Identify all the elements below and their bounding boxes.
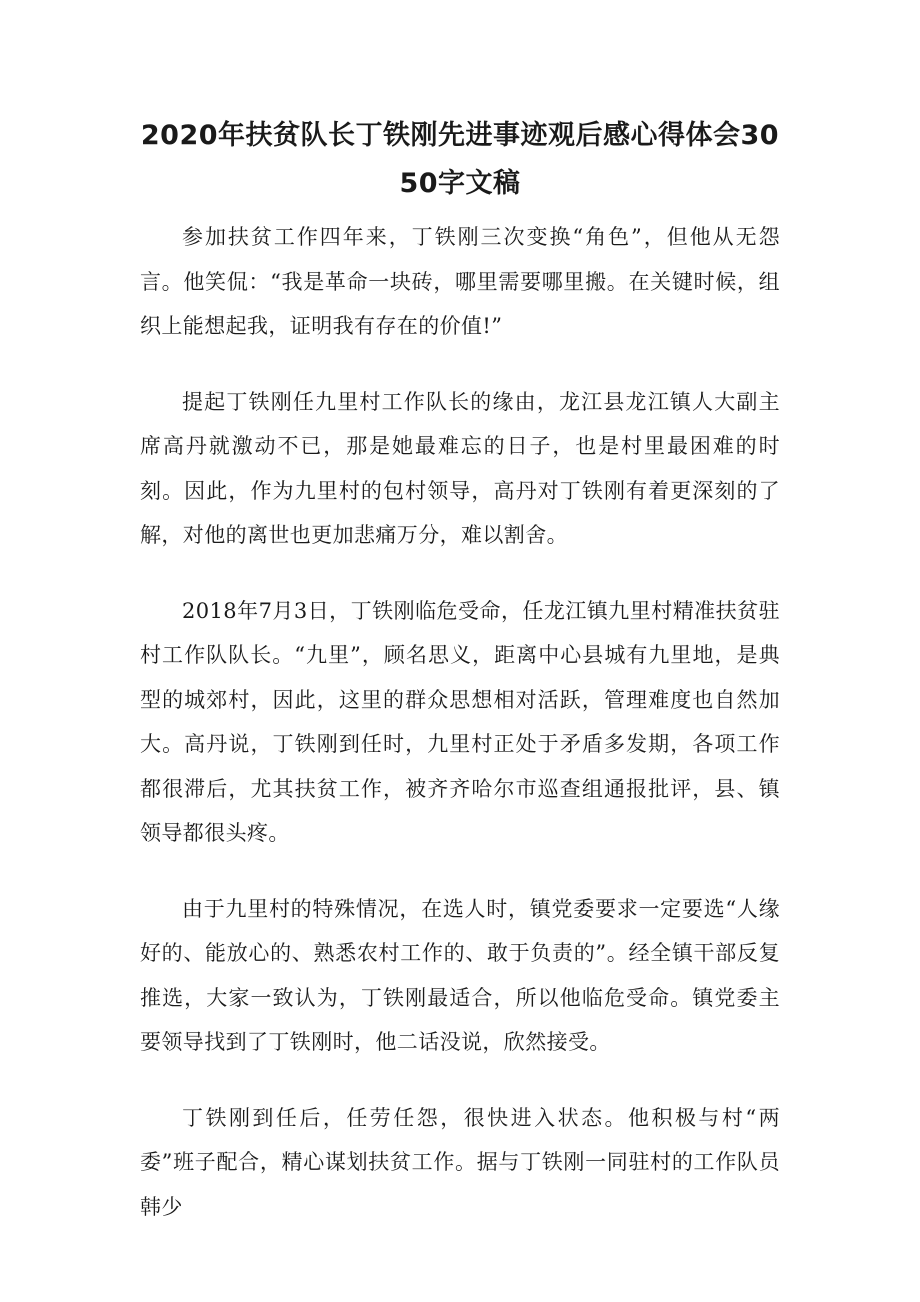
paragraph: 丁铁刚到任后，任劳任怨，很快进入状态。他积极与村“两委”班子配合，精心谋划扶贫工作。据与丁铁刚一同驻村的工作队员韩少 bbox=[140, 1105, 780, 1219]
paragraph: 提起丁铁刚任九里村工作队长的缘由，龙江县龙江镇人大副主席高丹就激动不已，那是她最难忘的日子，也是村里最困难的时刻。因此，作为九里村的包村领导，高丹对丁铁刚有着更深刻的了解，对他的离世也更加悲痛万分，难以割舍。 bbox=[140, 389, 780, 547]
paragraph: 由于九里村的特殊情况，在选人时，镇党委要求一定要选“人缘好的、能放心的、熟悉农村工作的、敢于负责的”。经全镇干部反复推选，大家一致认为，丁铁刚最适合，所以他临危受命。镇党委主要领导找到了丁铁刚时，他二话没说，欣然接受。 bbox=[140, 896, 780, 1054]
document-title: 2020年扶贫队长丁铁刚先进事迹观后感心得体会3050字文稿 bbox=[140, 120, 780, 199]
paragraph: 2018年7月3日，丁铁刚临危受命，任龙江镇九里村精准扶贫驻村工作队队长。“九里”，顾名思义，距离中心县城有九里地，是典型的城郊村，因此，这里的群众思想相对活跃，管理难度也自然加大。高丹说，丁铁刚到任时，九里村正处于矛盾多发期，各项工作都很滞后，尤其扶贫工作，被齐齐哈尔市巡查组通报批评，县、镇领导都很头疼。 bbox=[140, 598, 780, 845]
paragraph: 参加扶贫工作四年来，丁铁刚三次变换“角色”，但他从无怨言。他笑侃：“我是革命一块砖，哪里需要哪里搬。在关键时候，组织上能想起我，证明我有存在的价值!” bbox=[140, 225, 780, 338]
document-body bbox=[140, 215, 780, 1260]
